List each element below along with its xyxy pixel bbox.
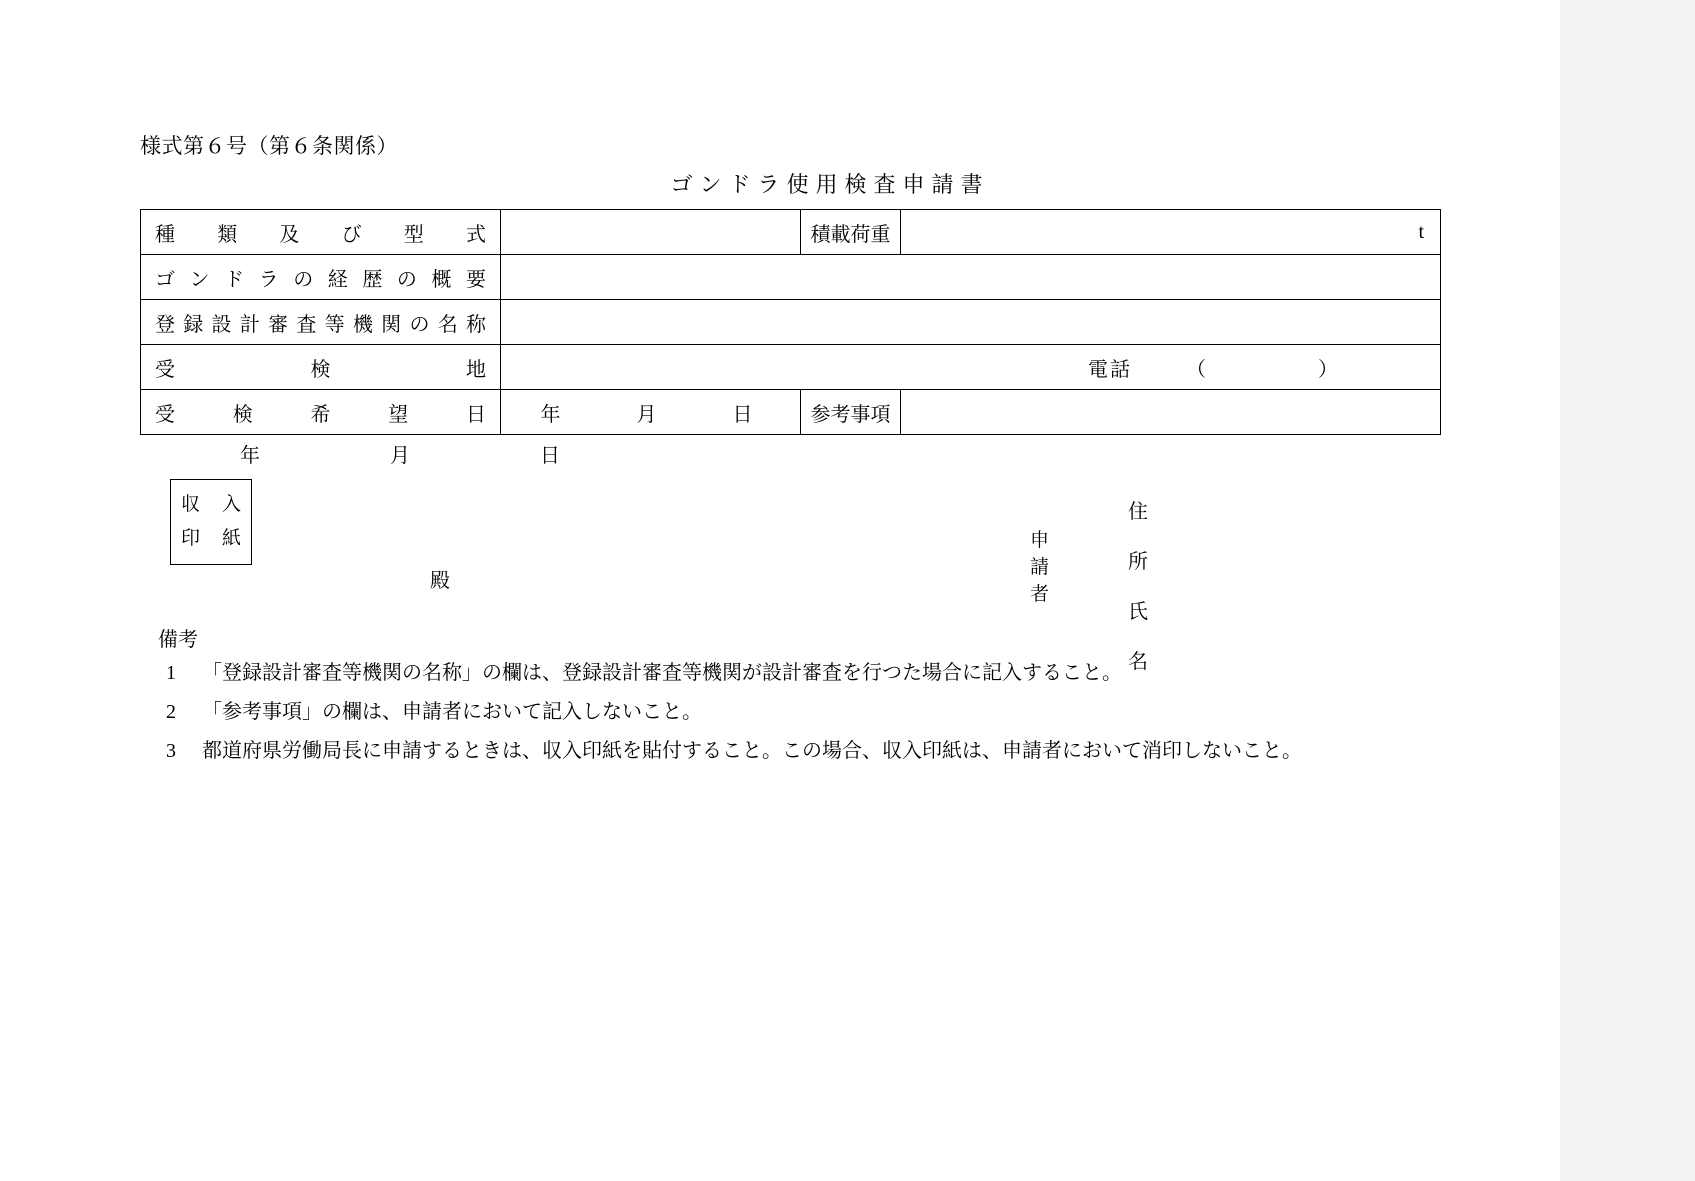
- applicant-name-label[interactable]: 氏名: [1128, 601, 1162, 673]
- note-number: 3: [166, 740, 176, 762]
- phone-parentheses: （ ）: [1186, 358, 1340, 381]
- field-registered-agency-name[interactable]: [501, 300, 1441, 345]
- list-item: [140, 660, 1460, 687]
- addressee-suffix: 殿: [430, 570, 450, 592]
- application-table: [140, 209, 1441, 435]
- field-type-and-model[interactable]: [501, 210, 801, 255]
- page-title: ゴンドラ使用検査申請書: [670, 172, 990, 197]
- table-row: [141, 300, 1441, 345]
- label-load-capacity: 積載荷重: [801, 210, 901, 255]
- table-row: [141, 390, 1441, 435]
- submission-date-line[interactable]: 年 月 日: [240, 445, 590, 467]
- stamp-line-1: 収入: [181, 494, 241, 515]
- table-row: [141, 255, 1441, 300]
- note-text: 「登録設計審査等機関の名称」の欄は、登録設計審査等機関が設計審査を行つた場合に記入すること。: [202, 662, 1122, 684]
- form-number: 様式第６号（第６条関係）: [140, 134, 398, 158]
- label-registered-agency-name: 登録設計審査等機関の名称: [141, 300, 501, 345]
- note-text: 「参考事項」の欄は、申請者において記入しないこと。: [202, 701, 702, 723]
- applicant-label: 申請者: [1030, 530, 1050, 605]
- field-inspection-place-phone[interactable]: [501, 345, 1441, 390]
- applicant-address-label[interactable]: 住所: [1128, 501, 1162, 573]
- label-reference-items: 参考事項: [801, 390, 901, 435]
- list-item: [140, 699, 1460, 726]
- note-number: 2: [166, 701, 176, 723]
- table-row: [141, 345, 1441, 390]
- phone-label: 電話: [1088, 358, 1132, 381]
- notes-heading: 備考: [158, 629, 198, 651]
- notes-section: [140, 623, 1460, 765]
- label-gondola-history: ゴンドラの経歴の概要: [141, 255, 501, 300]
- list-item: [140, 738, 1460, 765]
- field-reference-items[interactable]: [901, 390, 1441, 435]
- table-row: [141, 210, 1441, 255]
- field-gondola-history[interactable]: [501, 255, 1441, 300]
- field-desired-inspection-date[interactable]: 年 月 日: [501, 390, 801, 435]
- label-desired-inspection-date: 受検希望日: [141, 390, 501, 435]
- form-container: [140, 130, 1460, 777]
- label-inspection-place: 受検地: [141, 345, 501, 390]
- note-number: 1: [166, 662, 176, 684]
- stamp-line-2: 印紙: [181, 528, 241, 549]
- note-text: 都道府県労働局長に申請するときは、収入印紙を貼付すること。この場合、収入印紙は、申請者において消印しないこと。: [202, 740, 1302, 762]
- revenue-stamp-box[interactable]: [170, 479, 252, 565]
- applicant-fields: [1128, 487, 1162, 687]
- field-load-capacity-unit[interactable]: t: [901, 210, 1441, 255]
- label-type-and-model: 種類及び型式: [141, 210, 501, 255]
